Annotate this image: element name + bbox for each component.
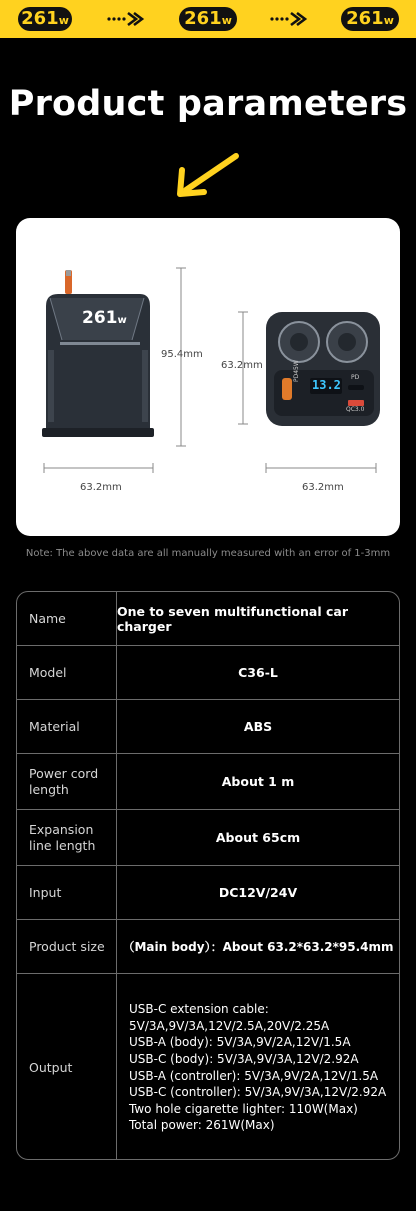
dotted-arrow-icon bbox=[269, 9, 309, 29]
output-line: USB-A (body): 5V/3A,9V/2A,12V/1.5A bbox=[129, 1035, 351, 1050]
dimension-top-height: 63.2mm bbox=[221, 360, 263, 371]
usb-c-port-icon bbox=[282, 378, 292, 400]
spec-value: One to seven multifunctional car charger bbox=[117, 603, 349, 634]
output-line: Total power: 261W(Max) bbox=[129, 1118, 275, 1133]
table-row bbox=[17, 646, 399, 700]
screen-value: 261 bbox=[82, 308, 118, 328]
spec-value: DC12V/24V bbox=[218, 885, 298, 900]
screen-readout bbox=[82, 308, 127, 328]
spec-value: C36-L bbox=[238, 665, 278, 680]
pointer-arrow-icon bbox=[172, 150, 242, 200]
screen-unit: w bbox=[117, 315, 127, 326]
watt-value: 261 bbox=[21, 8, 59, 29]
output-line: Two hole cigarette lighter: 110W(Max) bbox=[129, 1101, 358, 1116]
table-row bbox=[17, 592, 399, 646]
watt-unit: w bbox=[221, 14, 232, 27]
spec-label-line: Power cord bbox=[29, 765, 99, 781]
spec-label: Product size bbox=[17, 920, 117, 973]
watt-unit: w bbox=[383, 14, 394, 27]
dimension-top-width: 63.2mm bbox=[302, 482, 344, 493]
top-banner bbox=[0, 0, 416, 38]
spec-value: About 65cm bbox=[215, 830, 301, 845]
table-row bbox=[17, 700, 399, 754]
table-row bbox=[17, 810, 399, 866]
output-line: USB-C extension cable: bbox=[129, 1002, 269, 1017]
output-line: USB-C (body): 5V/3A,9V/3A,12V/2.92A bbox=[129, 1051, 359, 1066]
dimension-side-width: 63.2mm bbox=[80, 482, 122, 493]
usb-c-port-icon bbox=[348, 385, 364, 390]
spec-label bbox=[17, 810, 117, 865]
output-line: 5V/3A,9V/3A,12V/2.5A,20V/2.25A bbox=[129, 1018, 330, 1033]
display-readout: 13.2 bbox=[312, 378, 341, 392]
table-row bbox=[17, 754, 399, 810]
specs-table bbox=[16, 591, 400, 1160]
output-line: USB-A (controller): 5V/3A,9V/2A,12V/1.5A bbox=[129, 1068, 379, 1083]
output-list bbox=[129, 1001, 386, 1134]
spec-label: Input bbox=[17, 866, 117, 919]
watt-value: 261 bbox=[346, 8, 384, 29]
dimension-side-height: 95.4mm bbox=[161, 349, 203, 360]
spec-value: About 1 m bbox=[221, 774, 295, 789]
spec-label-line: line length bbox=[29, 837, 96, 853]
output-line: USB-C (controller): 5V/3A,9V/3A,12V/2.92A bbox=[129, 1085, 387, 1100]
spec-label bbox=[17, 754, 117, 809]
dotted-arrow-icon bbox=[106, 9, 146, 29]
table-row bbox=[17, 920, 399, 974]
page-title: Product parameters bbox=[8, 84, 408, 124]
spec-label-line: Expansion bbox=[29, 821, 94, 837]
spec-label: Model bbox=[17, 646, 117, 699]
spec-value bbox=[117, 974, 399, 1160]
watt-unit: w bbox=[58, 14, 69, 27]
pd-label: PD bbox=[351, 374, 360, 381]
product-image-card bbox=[16, 218, 400, 536]
qc-label: QC3.0 bbox=[346, 406, 365, 413]
watt-badge bbox=[179, 7, 237, 31]
watt-badge bbox=[341, 7, 399, 31]
bottom-spacer bbox=[0, 1183, 416, 1211]
spec-label: Name bbox=[17, 592, 117, 645]
spec-label: Output bbox=[17, 974, 117, 1160]
table-row bbox=[17, 866, 399, 920]
watt-badge bbox=[18, 7, 72, 31]
table-row bbox=[17, 974, 399, 1160]
pd-side-label: PD45W bbox=[293, 360, 300, 382]
spec-value: （Main body）：About 63.2*63.2*95.4mm bbox=[122, 940, 394, 954]
spec-value: ABS bbox=[243, 719, 273, 734]
spec-label-line: length bbox=[29, 781, 69, 797]
watt-value: 261 bbox=[184, 8, 222, 29]
spec-label: Material bbox=[17, 700, 117, 753]
measurement-note: Note: The above data are all manually measured with an error of 1-3mm bbox=[25, 548, 391, 559]
